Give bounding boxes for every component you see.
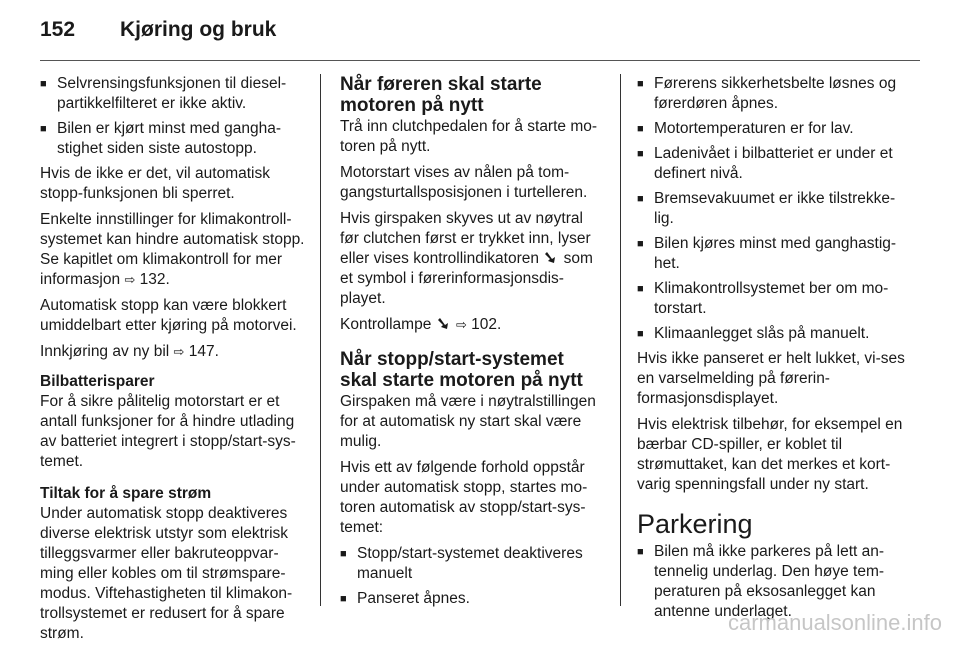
page-reference-link[interactable]: 147. bbox=[188, 343, 219, 360]
list-item: ■ Selvrensingsfunksjonen til diesel-partikkelfilteret er ikke aktiv. bbox=[40, 74, 306, 114]
paragraph: Hvis de ikke er det, vil automatisk stopp-funksjonen bli sperret. bbox=[40, 165, 271, 202]
page-reference-link[interactable]: 102. bbox=[471, 316, 502, 333]
list-item: ■ Motortemperaturen er for lav. bbox=[637, 119, 905, 139]
header-rule bbox=[40, 60, 920, 61]
list-item: ■ Bilen må ikke parkeres på lett an-tennelig underlag. Den høye tem-peraturen på eksosanlegget kan antenne underlaget. bbox=[637, 542, 905, 622]
paragraph: Kontrollampe ⇨ 102. bbox=[340, 316, 502, 333]
list-item: ■ Panseret åpnes. bbox=[340, 589, 606, 609]
column-2 bbox=[340, 74, 606, 614]
arrow-icon: ⇨ bbox=[124, 272, 136, 287]
page-reference-link[interactable]: 132. bbox=[139, 271, 170, 288]
page-number: 152 bbox=[40, 18, 76, 41]
start-stop-indicator-icon bbox=[543, 251, 559, 265]
section-heading: Når stopp/start-systemet skal starte motoren på nytt bbox=[340, 349, 583, 391]
list-item: ■ Stopp/start-systemet deaktiveres manuelt bbox=[340, 544, 606, 584]
chapter-title: Kjøring og bruk bbox=[120, 18, 277, 41]
page-header bbox=[40, 18, 276, 48]
column-1 bbox=[40, 74, 306, 650]
paragraph: Girspaken må være i nøytralstillingen for at automatisk ny start skal være mulig. bbox=[340, 393, 596, 450]
paragraph: For å sikre pålitelig motorstart er et antall funksjoner for å hindre utlading av batteriet integrert i stopp/start-sys-temet. bbox=[40, 393, 296, 470]
arrow-icon: ⇨ bbox=[173, 344, 185, 359]
paragraph: Enkelte innstillinger for klimakontroll-systemet kan hindre automatisk stopp. Se kapitlet om klimakontroll for mer informasjon ⇨ 132. bbox=[40, 211, 305, 288]
paragraph: Hvis elektrisk tilbehør, for eksempel en bærbar CD-spiller, er koblet til strømuttaket, kan det merkes et kort-varig spenningsfall under ny start. bbox=[637, 416, 903, 493]
list-item: ■ Ladenivået i bilbatteriet er under et definert nivå. bbox=[637, 144, 905, 184]
paragraph: Trå inn clutchpedalen for å starte mo-toren på nytt. bbox=[340, 118, 598, 155]
section-heading: Når føreren skal starte motoren på nytt bbox=[340, 74, 542, 116]
watermark: carmanualsonline.info bbox=[727, 610, 942, 635]
start-stop-indicator-icon bbox=[436, 317, 452, 331]
section-title: Parkering bbox=[637, 509, 753, 539]
paragraph: Hvis ett av følgende forhold oppstår under automatisk stopp, startes mo-toren automatisk av stopp/start-sys-temet: bbox=[340, 459, 588, 536]
list-item: ■ Førerens sikkerhetsbelte løsnes og førerdøren åpnes. bbox=[637, 74, 905, 114]
arrow-icon: ⇨ bbox=[455, 317, 467, 332]
paragraph: Automatisk stopp kan være blokkert umiddelbart etter kjøring på motorvei. bbox=[40, 297, 297, 334]
subheading: Tiltak for å spare strøm bbox=[40, 485, 212, 502]
list-item: ■ Klimaanlegget slås på manuelt. bbox=[637, 324, 905, 344]
list-item: ■ Bremsevakuumet er ikke tilstrekke-lig. bbox=[637, 189, 905, 229]
paragraph: Hvis girspaken skyves ut av nøytral før clutchen først er trykket inn, lyser eller vises kontrollindikatoren som et symbol i førerinformasjonsdis-playet. bbox=[340, 210, 593, 307]
paragraph: Motorstart vises av nålen på tom-gangsturtallsposisjonen i turtelleren. bbox=[340, 164, 588, 201]
subheading: Bilbatterisparer bbox=[40, 373, 155, 390]
list-item: ■ Bilen er kjørt minst med gangha-stighet siden siste autostopp. bbox=[40, 119, 306, 159]
column-divider-2 bbox=[620, 74, 621, 606]
paragraph: Innkjøring av ny bil ⇨ 147. bbox=[40, 343, 219, 360]
paragraph: Under automatisk stopp deaktiveres diverse elektrisk utstyr som elektrisk tilleggsvarmer eller bakruteoppvar-ming eller kobles om til strømspare-modus. Viftehastigheten til klimakon-trollsystemet er redusert for å spare strøm. bbox=[40, 505, 293, 642]
column-divider-1 bbox=[320, 74, 321, 606]
column-3 bbox=[637, 74, 905, 627]
paragraph: Hvis ikke panseret er helt lukket, vi-ses en varselmelding på førerin-formasjonsdisplayet. bbox=[637, 350, 905, 407]
list-item: ■ Bilen kjøres minst med ganghastig-het. bbox=[637, 234, 905, 274]
list-item: ■ Klimakontrollsystemet ber om mo-torstart. bbox=[637, 279, 905, 319]
